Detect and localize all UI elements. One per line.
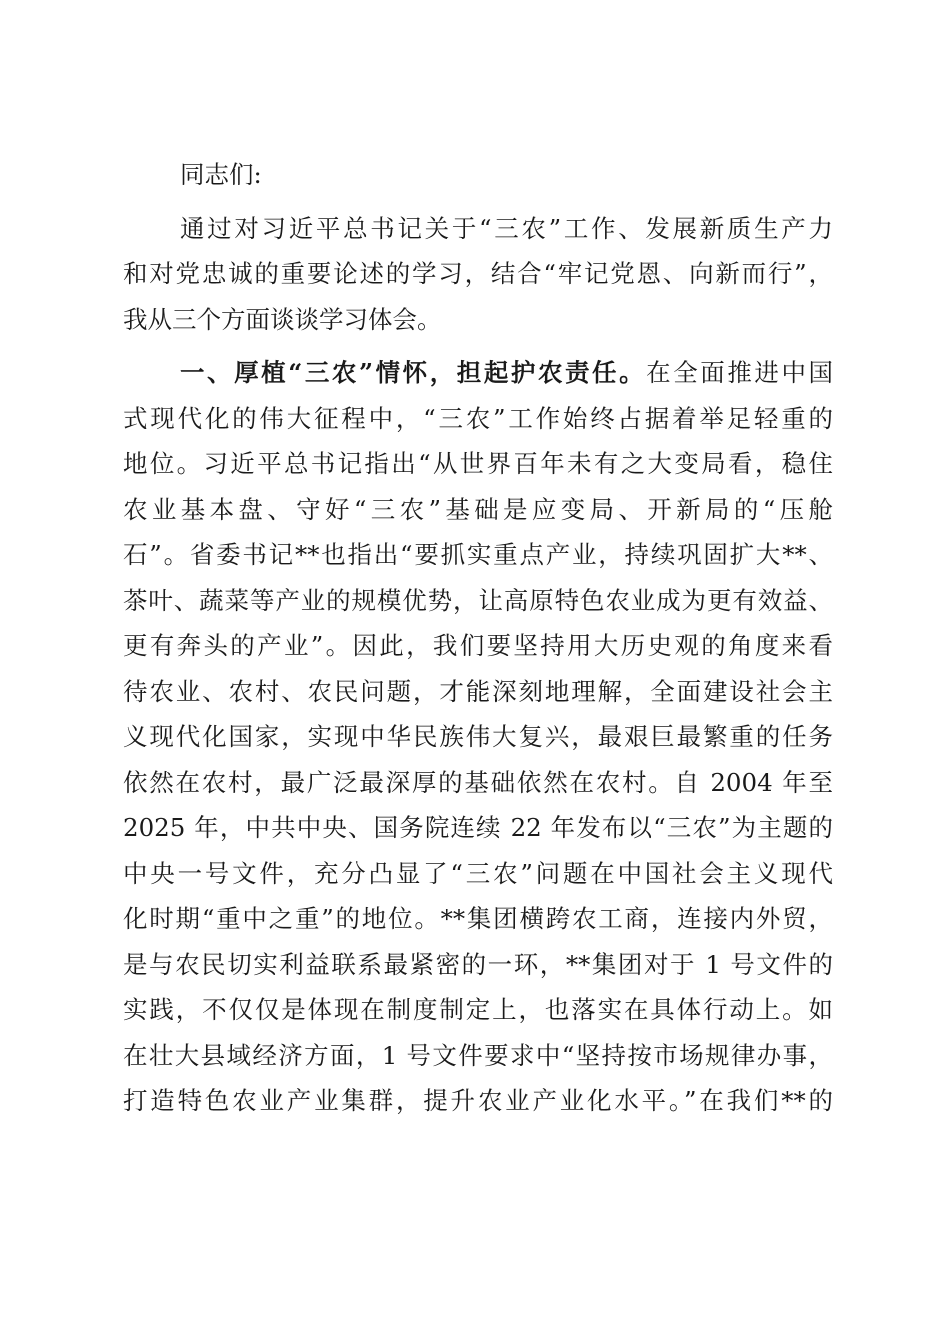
body-line: 地位。习近平总书记指出“从世界百年未有之大变局看，稳住 (123, 449, 833, 478)
intro-paragraph (123, 206, 833, 343)
body-line: 依然在农村，最广泛最深厚的基础依然在农村。自 2004 年至 (123, 767, 833, 797)
paragraph-gap (123, 342, 833, 350)
body-line: 式现代化的伟大征程中，“三农”工作始终占据着举足轻重的 (123, 403, 833, 433)
body-line: 中央一号文件，充分凸显了“三农”问题在中国社会主义现代 (123, 858, 833, 888)
body-line: 待农业、农村、农民问题，才能深刻地理解，全面建设社会主 (123, 676, 833, 706)
intro-line: 我从三个方面谈谈学习体会。 (123, 304, 442, 334)
paragraph-gap (123, 198, 833, 206)
body-line: 农业基本盘、守好“三农”基础是应变局、开新局的“压舱 (123, 494, 833, 524)
section-1-paragraph (123, 350, 833, 1124)
body-line: 打造特色农业产业集群，提升农业产业化水平。”在我们**的 (123, 1086, 833, 1115)
intro-line: 和对党忠诚的重要论述的学习，结合“牢记党恩、向新而行”， (123, 259, 833, 288)
body-line: 化时期“重中之重”的地位。**集团横跨农工商，连接内外贸， (123, 904, 833, 933)
section-1-first-line-text: 在全面推进中国 (646, 358, 833, 387)
intro-line: 通过对习近平总书记关于“三农”工作、发展新质生产力 (180, 213, 833, 243)
body-line: 茶叶、蔬菜等产业的规模优势，让高原特色农业成为更有效益、 (123, 585, 833, 615)
body-line: 2025 年，中共中央、国务院连续 22 年发布以“三农”为主题的 (123, 813, 833, 842)
body-line: 是与农民切实利益联系最紧密的一环，**集团对于 1 号文件的 (123, 949, 833, 979)
body-line: 石”。省委书记**也指出“要抓实重点产业，持续巩固扩大**、 (123, 540, 833, 569)
body-line: 实践，不仅仅是体现在制度制定上，也落实在具体行动上。如 (123, 995, 833, 1024)
salutation: 同志们: (180, 160, 262, 189)
document-body (123, 152, 833, 1124)
body-line: 义现代化国家，实现中华民族伟大复兴，最艰巨最繁重的任务 (123, 722, 833, 751)
body-line: 在壮大县域经济方面，1 号文件要求中“坚持按市场规律办事， (123, 1040, 833, 1070)
body-line: 更有奔头的产业”。因此，我们要坚持用大历史观的角度来看 (123, 631, 833, 660)
section-1-first-line (123, 350, 833, 396)
section-1-heading: 一、厚植“三农”情怀，担起护农责任。 (180, 358, 647, 387)
